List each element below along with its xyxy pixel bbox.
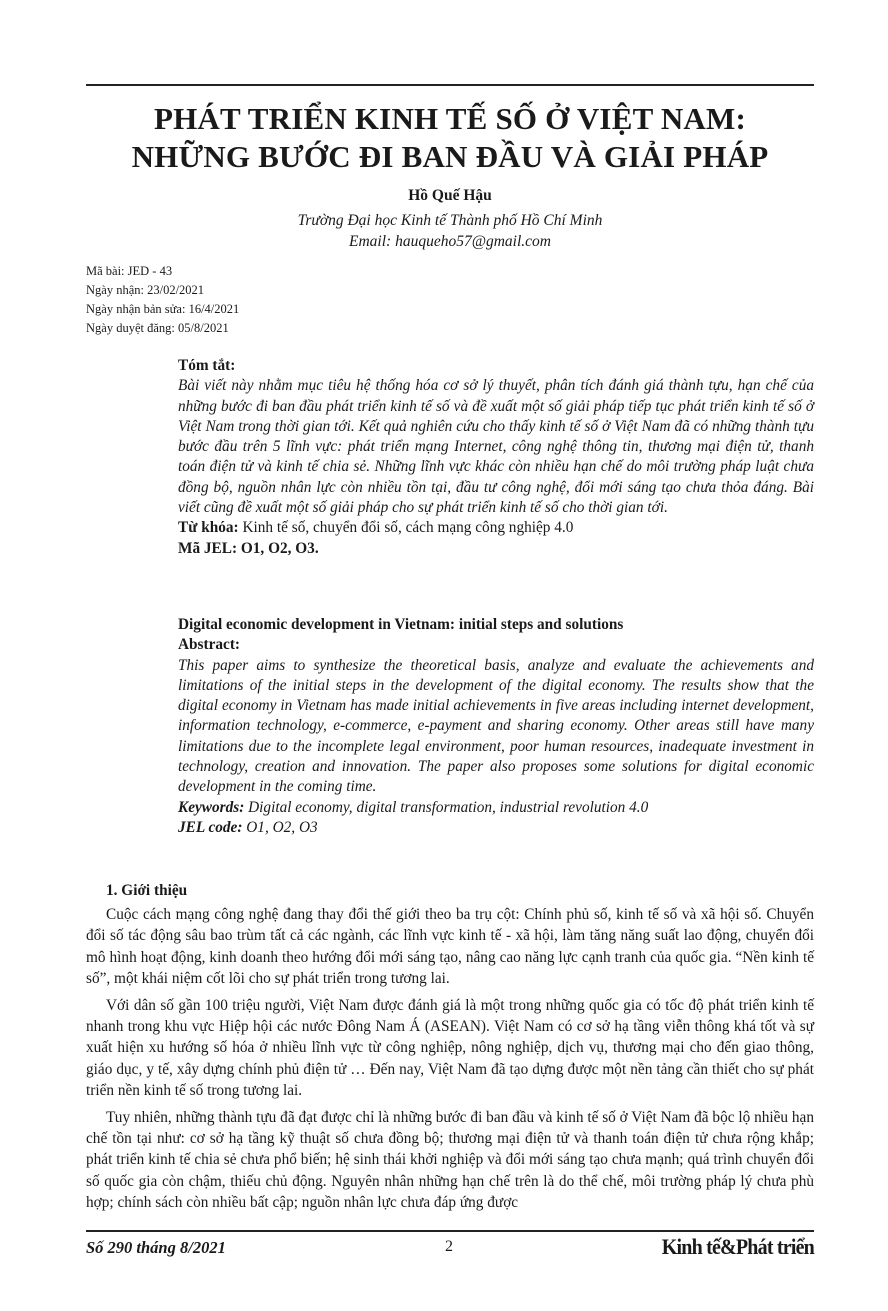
keywords-vi-label: Từ khóa:	[178, 519, 239, 537]
author-affiliation: Trường Đại học Kinh tế Thành phố Hồ Chí Minh	[297, 212, 603, 229]
author-email[interactable]: Email: hauqueho57@gmail.com	[349, 233, 551, 250]
jel-en-codes: O1, O2, O3	[246, 818, 318, 836]
journal-logo: Kinh tế&Phát triển	[661, 1235, 814, 1260]
section-introduction	[86, 880, 814, 1219]
footer-rule	[86, 1230, 814, 1232]
footer-issue: Số 290 tháng 8/2021	[86, 1238, 226, 1257]
keywords-vi-text: Kinh tế số, chuyển đổi số, cách mạng công nghiệp 4.0	[242, 519, 574, 537]
abstract-en-body: This paper aims to synthesize the theoretical basis, analyze and evaluate the achievements and limitations of the initial steps in the development of the digital economy. The results show that the digital economy in Vietnam has made initial achievements in five areas including internet development, information technology, e-commerce, e-payment and sharing economy. Other areas still have many limitations due to the incomplete legal environment, poor human resources, inadequate investment in technology, creation and innovation. The paper also proposes some solutions for digital economic development in the coming time.	[178, 656, 814, 796]
article-title	[86, 100, 814, 176]
abstract-en-keywords	[178, 798, 814, 818]
meta-received: Ngày nhận: 23/02/2021	[86, 283, 205, 297]
author-info	[86, 210, 814, 252]
paragraph-3: Tuy nhiên, những thành tựu đã đạt được chỉ là những bước đi ban đầu và kinh tế số ở Việt Nam đã bộc lộ nhiều hạn chế tồn tại như: cơ sở hạ tầng kỹ thuật số chưa đồng bộ; thương mại điện tử và thanh toán điện tử chưa rộng khắp; phát triển kinh tế chia sẻ chưa phổ biến; hệ sinh thái khởi nghiệp và đổi mới sáng tạo chưa mạnh; quá trình chuyển đổi số quốc gia còn chậm, thiếu chủ động. Nguyên nhân những hạn chế trên là do thể chế, môi trường pháp lý chưa phù hợp; chính sách còn nhiều bất cập; nguồn nhân lực chưa đáp ứng được	[86, 1109, 814, 1211]
title-line-1: PHÁT TRIỂN KINH TẾ SỐ Ở VIỆT NAM:	[153, 101, 746, 136]
meta-accepted: Ngày duyệt đăng: 05/8/2021	[86, 321, 229, 335]
abstract-english	[178, 615, 814, 838]
paragraph-2: Với dân số gần 100 triệu người, Việt Nam được đánh giá là một trong những quốc gia có tốc độ phát triển kinh tế nhanh trong khu vực Hiệp hội các nước Đông Nam Á (ASEAN). Việt Nam có cơ sở hạ tầng viễn thông khá tốt và sự xuất hiện xu hướng số hóa ở nhiều lĩnh vực từ công nghiệp, nông nghiệp, dịch vụ, thương mại cho đến giao thông, giáo dục, y tế, xây dựng chính phủ điện tử … Đến nay, Việt Nam đã tạo dựng được một nền tảng cần thiết cho sự phát triển nền kinh tế số trong tương lai.	[86, 997, 814, 1099]
abstract-vietnamese	[178, 356, 814, 559]
paragraph-1: Cuộc cách mạng công nghệ đang thay đổi thế giới theo ba trụ cột: Chính phủ số, kinh tế số và xã hội số. Chuyển đổi số tác động sâu bao trùm tất cả các ngành, các lĩnh vực kinh tế - xã hội, làm tăng năng suất lao động, chuyển đổi mô hình hoạt động, kinh doanh theo hướng đổi mới sáng tạo, nâng cao năng lực cạnh tranh của quốc gia. “Nền kinh tế số”, một khái niệm cốt lõi cho sự phát triển trong tương lai.	[86, 906, 814, 987]
title-line-2: NHỮNG BƯỚC ĐI BAN ĐẦU VÀ GIẢI PHÁP	[131, 139, 769, 174]
abstract-vi-keywords	[178, 518, 814, 538]
keywords-en-text: Digital economy, digital transformation, industrial revolution 4.0	[248, 798, 649, 816]
jel-vi-codes: O1, O2, O3.	[240, 539, 319, 557]
english-title: Digital economic development in Vietnam: initial steps and solutions	[178, 616, 624, 633]
keywords-en-label: Keywords:	[178, 798, 245, 816]
section-heading: 1. Giới thiệu	[106, 882, 188, 899]
abstract-vi-body: Bài viết này nhằm mục tiêu hệ thống hóa cơ sở lý thuyết, phân tích đánh giá thành tựu, hạn chế của những bước đi ban đầu phát triển kinh tế số và đề xuất một số giải pháp tiếp tục phát triển kinh tế số ở Việt Nam trong thời gian tới. Kết quả nghiên cứu cho thấy kinh tế số ở Việt Nam đã có những thành tựu bước đầu trên 5 lĩnh vực: phát triển mạng Internet, công nghệ thông tin, thương mại điện tử, thanh toán điện tử và kinh tế chia sẻ. Những lĩnh vực khác còn nhiều hạn chế do môi trường pháp luật chưa đồng bộ, nguồn nhân lực còn nhiều tồn tại, đầu tư công nghệ, đổi mới sáng tạo chưa thỏa đáng. Bài viết cũng đề xuất một số giải pháp cho sự phát triển kinh tế số cho thời gian tới.	[178, 377, 814, 517]
abstract-en-heading: Abstract:	[178, 636, 241, 654]
meta-code: Mã bài: JED - 43	[86, 264, 173, 278]
article-meta	[86, 262, 239, 338]
abstract-vi-heading: Tóm tắt:	[178, 357, 236, 374]
meta-revised: Ngày nhận bản sửa: 16/4/2021	[86, 302, 240, 316]
abstract-en-jel	[178, 818, 814, 838]
jel-vi-label: Mã JEL:	[178, 539, 238, 557]
abstract-vi-jel	[178, 539, 814, 559]
jel-en-label: JEL code:	[178, 818, 243, 836]
author-name: Hồ Quế Hậu	[408, 187, 492, 204]
page-number: 2	[445, 1238, 453, 1255]
top-rule	[86, 84, 814, 86]
